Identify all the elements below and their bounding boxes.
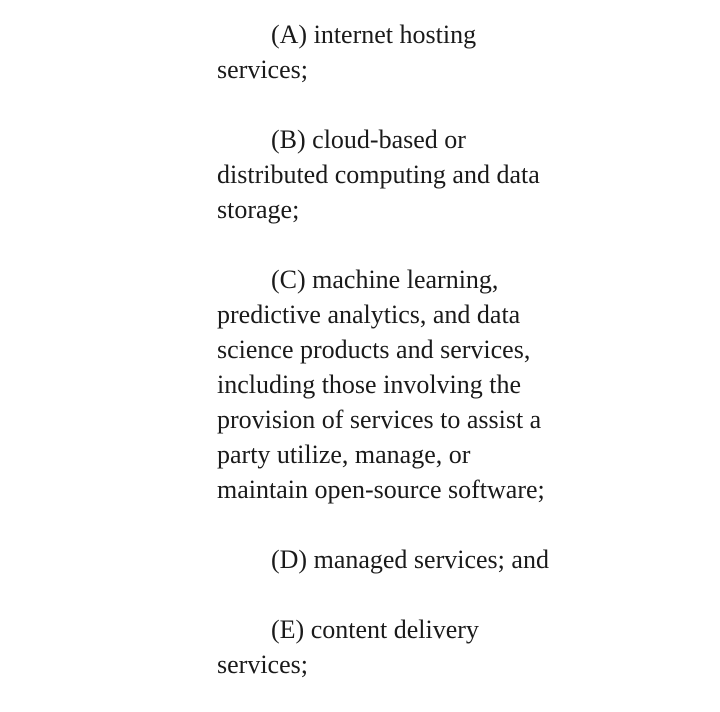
item-line: party utilize, manage, or bbox=[217, 440, 471, 469]
item-line: science products and services, bbox=[217, 335, 531, 364]
item-line: distributed computing and data bbox=[217, 160, 540, 189]
list-item-e bbox=[217, 612, 637, 682]
list-item-a bbox=[217, 17, 637, 87]
list-item-b bbox=[217, 122, 637, 227]
item-line: maintain open-source software; bbox=[217, 475, 545, 504]
item-line: (C) machine learning, bbox=[271, 265, 499, 294]
item-line: services; bbox=[217, 55, 308, 84]
item-line: predictive analytics, and data bbox=[217, 300, 521, 329]
item-line: services; bbox=[217, 650, 308, 679]
item-line: (E) content delivery bbox=[271, 615, 479, 644]
list-item-c bbox=[217, 262, 637, 507]
document-page bbox=[217, 17, 637, 682]
item-line: provision of services to assist a bbox=[217, 405, 542, 434]
item-line: (B) cloud-based or bbox=[271, 125, 466, 154]
list-item-d bbox=[217, 542, 637, 577]
item-line: storage; bbox=[217, 195, 300, 224]
item-line: (D) managed services; and bbox=[271, 545, 549, 574]
item-line: (A) internet hosting bbox=[271, 20, 477, 49]
item-line: including those involving the bbox=[217, 370, 522, 399]
